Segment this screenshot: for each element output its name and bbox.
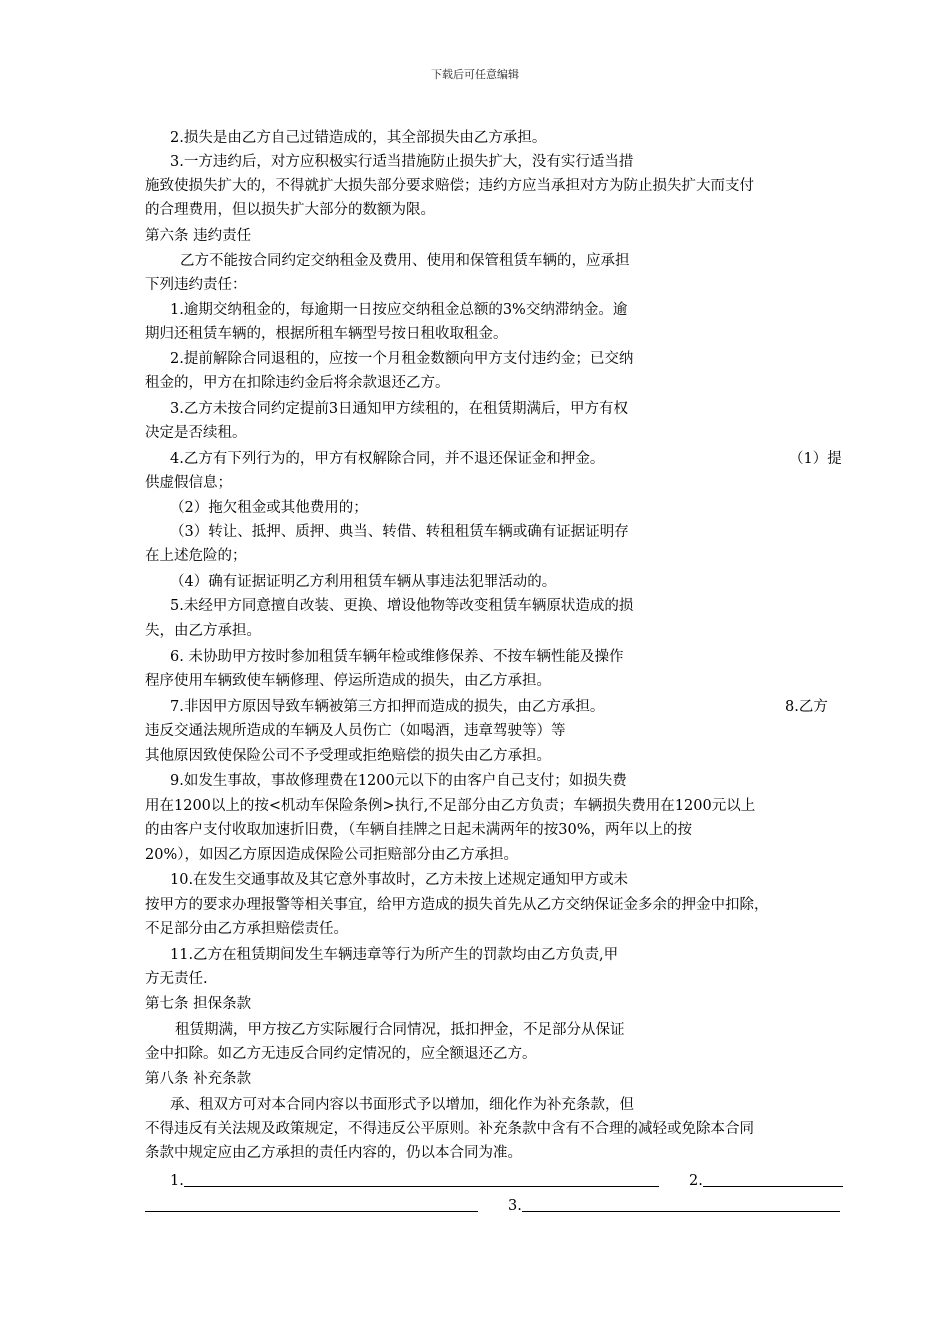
section-heading: 第七条 担保条款 (145, 996, 252, 1012)
text-line: 按甲方的要求办理报警等相关事宜，给甲方造成的损失首先从乙方交纳保证金多余的押金中扣除， (145, 897, 769, 913)
text-line: 下列违约责任： (145, 277, 247, 293)
text-line: 期归还租赁车辆的，根据所租车辆型号按日租收取租金。 (145, 326, 508, 342)
text-line: 决定是否续租。 (145, 425, 247, 441)
text-line: 程序使用车辆致使车辆修理、停运所造成的损失，由乙方承担。 (145, 673, 551, 689)
text-line: 20%），如因乙方原因造成保险公司拒赔部分由乙方承担。 (145, 847, 518, 863)
text-line: 承、租双方可对本合同内容以书面形式予以增加，细化作为补充条款，但 (170, 1097, 634, 1113)
text-line: （2）拖欠租金或其他费用的； (170, 500, 368, 516)
text-line: 条款中规定应由乙方承担的责任内容的，仍以本合同为准。 (145, 1145, 522, 1161)
text-line: 失，由乙方承担。 (145, 623, 261, 639)
text-line: 1.逾期交纳租金的，每逾期一日按应交纳租金总额的3%交纳滞纳金。逾 (170, 302, 628, 318)
text-line: 施致使损失扩大的，不得就扩大损失部分要求赔偿；违约方应当承担对方为防止损失扩大而支付 (145, 178, 754, 194)
text-line: （3）转让、抵押、质押、典当、转借、转租租赁车辆或确有证据证明存 (170, 524, 629, 540)
text-line: 2.提前解除合同退租的，应按一个月租金数额向甲方支付违约金；已交纳 (170, 351, 634, 367)
text-line: 不得违反有关法规及政策规定，不得违反公平原则。补充条款中含有不合理的减轻或免除本合同 (145, 1121, 754, 1137)
blank-field-continuation (145, 1196, 478, 1216)
text-line: 在上述危险的； (145, 548, 247, 564)
text-line: 3.乙方未按合同约定提前3日通知甲方续租的，在租赁期满后，甲方有权 (170, 401, 629, 417)
text-line: 7.非因甲方原因导致车辆被第三方扣押而造成的损失，由乙方承担。 (170, 699, 605, 715)
blank-label: 1. (170, 1173, 184, 1189)
blank-field-2 (689, 1171, 843, 1191)
text-line: 5.未经甲方同意擅自改装、更换、增设他物等改变租赁车辆原状造成的损 (170, 598, 634, 614)
text-line: 3.一方违约后，对方应积极实行适当措施防止损失扩大，没有实行适当措 (170, 154, 634, 170)
text-line: 其他原因致使保险公司不予受理或拒绝赔偿的损失由乙方承担。 (145, 748, 551, 764)
blank-underline (145, 1197, 478, 1212)
text-line: 不足部分由乙方承担赔偿责任。 (145, 921, 348, 937)
text-line: 方无责任. (145, 971, 208, 987)
text-line: 乙方不能按合同约定交纳租金及费用、使用和保管租赁车辆的，应承担 (180, 253, 630, 269)
blank-underline (522, 1197, 840, 1212)
text-line: 11.乙方在租赁期间发生车辆违章等行为所产生的罚款均由乙方负责,甲 (170, 947, 619, 963)
text-line: 租金的，甲方在扣除违约金后将余款退还乙方。 (145, 375, 450, 391)
blank-field-3 (508, 1196, 840, 1216)
text-line: （4）确有证据证明乙方利用租赁车辆从事违法犯罪活动的。 (170, 574, 557, 590)
text-line: 金中扣除。如乙方无违反合同约定情况的，应全额退还乙方。 (145, 1046, 537, 1062)
text-line: 用在1200以上的按<机动车保险条例>执行,不足部分由乙方负责；车辆损失费用在1200元以上 (145, 798, 756, 814)
blank-underline (703, 1172, 843, 1187)
text-line: 2.损失是由乙方自己过错造成的，其全部损失由乙方承担。 (170, 130, 547, 146)
blank-label: 2. (689, 1173, 703, 1189)
blank-label: 3. (508, 1198, 522, 1214)
page-header: 下载后可任意编辑 (431, 68, 519, 81)
text-line: 的由客户支付收取加速折旧费，（车辆自挂牌之日起未满两年的按30%，两年以上的按 (145, 822, 692, 838)
section-heading: 第六条 违约责任 (145, 228, 252, 244)
text-line: 的合理费用，但以损失扩大部分的数额为限。 (145, 202, 435, 218)
text-line: （1）提 (789, 451, 842, 467)
text-line: 4.乙方有下列行为的，甲方有权解除合同，并不退还保证金和押金。 (170, 451, 605, 467)
blank-underline (184, 1172, 659, 1187)
text-line: 租赁期满，甲方按乙方实际履行合同情况，抵扣押金，不足部分从保证 (175, 1022, 625, 1038)
text-line: 9.如发生事故，事故修理费在1200元以下的由客户自己支付；如损失费 (170, 773, 627, 789)
text-line: 8.乙方 (785, 699, 828, 715)
text-line: 违反交通法规所造成的车辆及人员伤亡（如喝酒，违章驾驶等）等 (145, 723, 566, 739)
text-line: 供虚假信息； (145, 475, 232, 491)
text-line: 6. 未协助甲方按时参加租赁车辆年检或维修保养、不按车辆性能及操作 (170, 649, 624, 665)
section-heading: 第八条 补充条款 (145, 1071, 252, 1087)
blank-field-1 (170, 1171, 659, 1191)
text-line: 10.在发生交通事故及其它意外事故时，乙方未按上述规定通知甲方或未 (170, 872, 629, 888)
